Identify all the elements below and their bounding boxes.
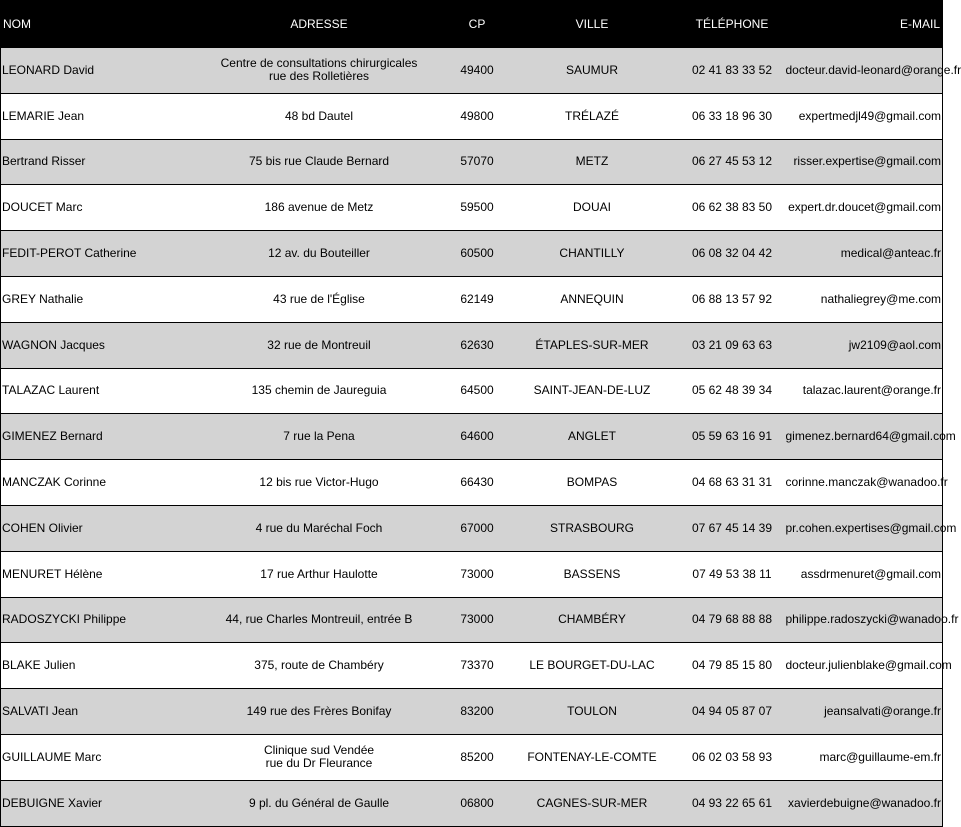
cell-nom: COHEN Olivier [1,505,189,551]
cell-adresse [189,689,450,735]
cell-adresse [189,231,450,277]
address-line: 17 rue Arthur Haulotte [260,566,378,581]
cell-nom: LEONARD David [1,48,189,94]
cell-cp: 06800 [450,780,505,826]
cell-adresse [189,93,450,139]
address-line: 7 rue la Pena [283,429,355,444]
cell-cp: 85200 [450,734,505,780]
cell-telephone: 04 93 22 65 61 [680,780,785,826]
cell-adresse [189,185,450,231]
table-row [1,185,943,231]
cell-telephone: 06 08 32 04 42 [680,231,785,277]
cell-telephone: 06 88 13 57 92 [680,276,785,322]
cell-adresse [189,643,450,689]
address-line: 44, rue Charles Montreuil, entrée B [225,612,413,627]
cell-nom: MANCZAK Corinne [1,460,189,506]
cell-ville: DOUAI [505,185,680,231]
cell-nom: TALAZAC Laurent [1,368,189,414]
cell-nom: MENURET Hélène [1,551,189,597]
cell-email: pr.cohen.expertises@gmail.com [785,505,943,551]
cell-cp: 73000 [450,597,505,643]
cell-adresse [189,551,450,597]
cell-ville: FONTENAY-LE-COMTE [505,734,680,780]
address-line: 149 rue des Frères Bonifay [246,704,392,719]
cell-adresse [189,48,450,94]
table-row [1,460,943,506]
cell-ville: CHANTILLY [505,231,680,277]
table-row [1,139,943,185]
address-line: Centre de consultations chirurgicales [220,56,418,71]
cell-ville: TOULON [505,689,680,735]
cell-telephone: 02 41 83 33 52 [680,48,785,94]
cell-nom: SALVATI Jean [1,689,189,735]
cell-telephone: 04 79 68 88 88 [680,597,785,643]
cell-adresse [189,368,450,414]
cell-email: gimenez.bernard64@gmail.com [785,414,943,460]
table-row [1,93,943,139]
table-row [1,780,943,826]
address-line: 375, route de Chambéry [254,658,384,673]
table-row [1,322,943,368]
cell-cp: 49400 [450,48,505,94]
cell-ville: ANNEQUIN [505,276,680,322]
cell-nom: Bertrand Risser [1,139,189,185]
table-row [1,48,943,94]
address-line: 48 bd Dautel [284,108,354,123]
cell-email: docteur.julienblake@gmail.com [785,643,943,689]
table-row [1,734,943,780]
address-line: 9 pl. du Général de Gaulle [248,795,390,810]
cell-ville: BASSENS [505,551,680,597]
cell-telephone: 03 21 09 63 63 [680,322,785,368]
cell-email: philippe.radoszycki@wanadoo.fr [785,597,943,643]
address-line: 75 bis rue Claude Bernard [248,154,390,169]
table-row [1,505,943,551]
address-line: 135 chemin de Jaureguia [251,383,387,398]
cell-nom: DEBUIGNE Xavier [1,780,189,826]
table-row [1,231,943,277]
table-header [1,1,943,48]
cell-telephone: 04 94 05 87 07 [680,689,785,735]
cell-ville: STRASBOURG [505,505,680,551]
cell-email: corinne.manczak@wanadoo.fr [785,460,943,506]
cell-cp: 67000 [450,505,505,551]
header-ville: VILLE [505,1,680,48]
cell-nom: BLAKE Julien [1,643,189,689]
cell-telephone: 06 02 03 58 93 [680,734,785,780]
table-row [1,643,943,689]
address-line: 32 rue de Montreuil [267,337,371,352]
cell-cp: 66430 [450,460,505,506]
cell-nom: GIMENEZ Bernard [1,414,189,460]
header-nom: NOM [1,1,189,48]
cell-adresse [189,505,450,551]
cell-ville: TRÉLAZÉ [505,93,680,139]
cell-nom: FEDIT-PEROT Catherine [1,231,189,277]
cell-email: jw2109@aol.com [785,322,943,368]
cell-email: expertmedjl49@gmail.com [785,93,943,139]
cell-cp: 62630 [450,322,505,368]
cell-telephone: 07 49 53 38 11 [680,551,785,597]
cell-telephone: 06 33 18 96 30 [680,93,785,139]
cell-telephone: 06 27 45 53 12 [680,139,785,185]
cell-nom: LEMARIE Jean [1,93,189,139]
address-line: 12 bis rue Victor-Hugo [259,475,379,490]
header-cp: CP [450,1,505,48]
cell-ville: METZ [505,139,680,185]
cell-cp: 64500 [450,368,505,414]
cell-adresse [189,276,450,322]
cell-cp: 64600 [450,414,505,460]
header-adresse: ADRESSE [189,1,450,48]
cell-ville: BOMPAS [505,460,680,506]
cell-adresse [189,597,450,643]
cell-ville: SAUMUR [505,48,680,94]
header-telephone: TÉLÉPHONE [680,1,785,48]
table-row [1,597,943,643]
cell-telephone: 06 62 38 83 50 [680,185,785,231]
cell-ville: ANGLET [505,414,680,460]
header-email: E-MAIL [785,1,943,48]
cell-adresse [189,780,450,826]
address-line: rue des Rolletières [268,69,370,84]
address-line: 4 rue du Maréchal Foch [255,520,383,535]
address-line: 186 avenue de Metz [264,200,374,215]
cell-nom: DOUCET Marc [1,185,189,231]
cell-telephone: 04 68 63 31 31 [680,460,785,506]
cell-email: talazac.laurent@orange.fr [785,368,943,414]
address-line: 43 rue de l'Église [273,291,365,306]
cell-adresse [189,139,450,185]
cell-email: expert.dr.doucet@gmail.com [785,185,943,231]
cell-telephone: 07 67 45 14 39 [680,505,785,551]
cell-email: jeansalvati@orange.fr [785,689,943,735]
cell-nom: RADOSZYCKI Philippe [1,597,189,643]
cell-adresse [189,414,450,460]
table-row [1,276,943,322]
table-row [1,551,943,597]
cell-cp: 73370 [450,643,505,689]
cell-cp: 60500 [450,231,505,277]
address-line: Clinique sud Vendée [263,743,375,758]
cell-nom: WAGNON Jacques [1,322,189,368]
cell-ville: LE BOURGET-DU-LAC [505,643,680,689]
address-line: rue du Dr Fleurance [265,756,373,771]
header-row [1,1,943,48]
cell-ville: SAINT-JEAN-DE-LUZ [505,368,680,414]
cell-telephone: 05 59 63 16 91 [680,414,785,460]
cell-cp: 62149 [450,276,505,322]
cell-adresse [189,322,450,368]
cell-email: risser.expertise@gmail.com [785,139,943,185]
table-row [1,689,943,735]
cell-nom: GUILLAUME Marc [1,734,189,780]
cell-cp: 59500 [450,185,505,231]
cell-email: docteur.david-leonard@orange.fr [785,48,943,94]
cell-email: medical@anteac.fr [785,231,943,277]
table-row [1,414,943,460]
cell-nom: GREY Nathalie [1,276,189,322]
cell-email: xavierdebuigne@wanadoo.fr [785,780,943,826]
cell-email: assdrmenuret@gmail.com [785,551,943,597]
cell-ville: ÉTAPLES-SUR-MER [505,322,680,368]
cell-telephone: 04 79 85 15 80 [680,643,785,689]
table-row [1,368,943,414]
cell-cp: 49800 [450,93,505,139]
cell-email: nathaliegrey@me.com [785,276,943,322]
address-line: 12 av. du Bouteiller [268,246,370,261]
cell-adresse [189,734,450,780]
cell-cp: 73000 [450,551,505,597]
cell-telephone: 05 62 48 39 34 [680,368,785,414]
cell-cp: 83200 [450,689,505,735]
table-body [1,48,961,827]
cell-email: marc@guillaume-em.fr [785,734,943,780]
cell-ville: CAGNES-SUR-MER [505,780,680,826]
cell-cp: 57070 [450,139,505,185]
cell-ville: CHAMBÉRY [505,597,680,643]
cell-adresse [189,460,450,506]
